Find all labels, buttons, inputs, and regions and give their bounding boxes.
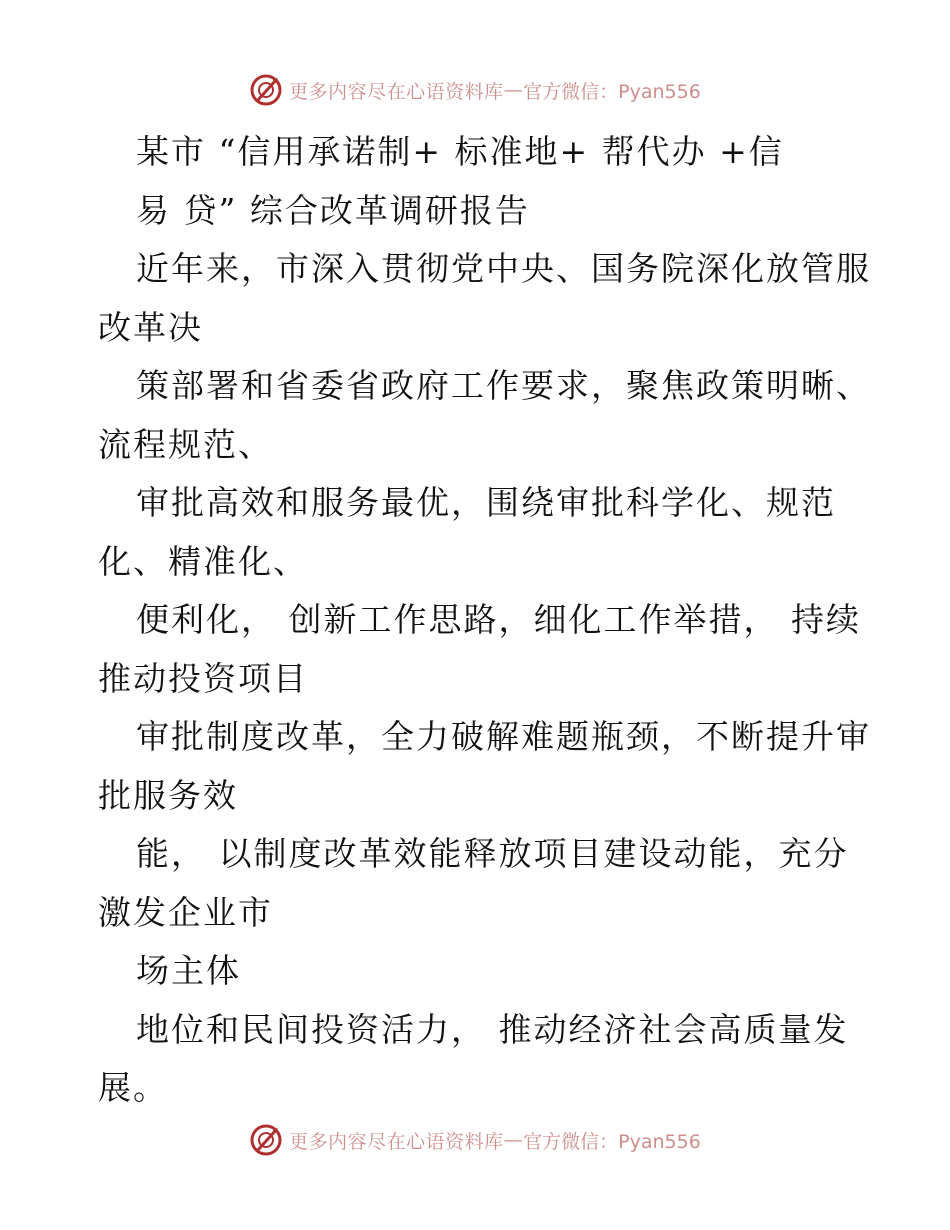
- document-title-line: 某市 “信用承诺制+ 标准地+ 帮代办 +信: [136, 132, 784, 171]
- paragraph-line: 策部署和省委省政府工作要求，聚焦政策明晰、: [136, 366, 871, 405]
- paragraph-line: 推动投资项目: [98, 658, 308, 698]
- paragraph-line: 流程规范、: [98, 424, 273, 464]
- watermark-site-text: 更多内容尽在心语资料库: [289, 80, 504, 103]
- paragraph-line: 近年来，市深入贯彻党中央、国务院深化放管服: [136, 249, 871, 288]
- paragraph-line: 展。: [98, 1068, 168, 1107]
- footer-watermark-banner: [0, 1120, 950, 1160]
- watermark-separator: —: [503, 1129, 524, 1151]
- paragraph-line: 便利化， 创新工作思路，细化工作举措， 持续: [136, 600, 861, 639]
- paragraph-line: 化、精准化、: [98, 541, 308, 581]
- paragraph-line: 审批高效和服务最优，围绕审批科学化、规范: [136, 483, 836, 522]
- header-watermark-banner: [0, 70, 950, 110]
- paragraph-line: 场主体: [136, 951, 241, 990]
- paragraph-line: 批服务效: [98, 775, 238, 815]
- paragraph-line: 改革决: [98, 307, 203, 347]
- logo-icon: [249, 1123, 283, 1157]
- watermark-contact-text: 官方微信：Pyan556: [523, 1130, 701, 1153]
- watermark-site-text: 更多内容尽在心语资料库: [289, 1130, 504, 1153]
- paragraph-line: 审批制度改革，全力破解难题瓶颈，不断提升审: [136, 717, 871, 756]
- logo-icon: [249, 73, 283, 107]
- paragraph-line: 能， 以制度改革效能释放项目建设动能，充分: [136, 834, 849, 873]
- watermark-separator: —: [503, 79, 524, 101]
- document-title-line: 易 贷” 综合改革调研报告: [136, 190, 530, 230]
- paragraph-line: 地位和民间投资活力， 推动经济社会高质量发: [136, 1009, 849, 1049]
- document-body: [98, 123, 871, 1118]
- watermark-contact-text: 官方微信：Pyan556: [523, 80, 701, 103]
- paragraph-line: 激发企业市: [98, 892, 273, 932]
